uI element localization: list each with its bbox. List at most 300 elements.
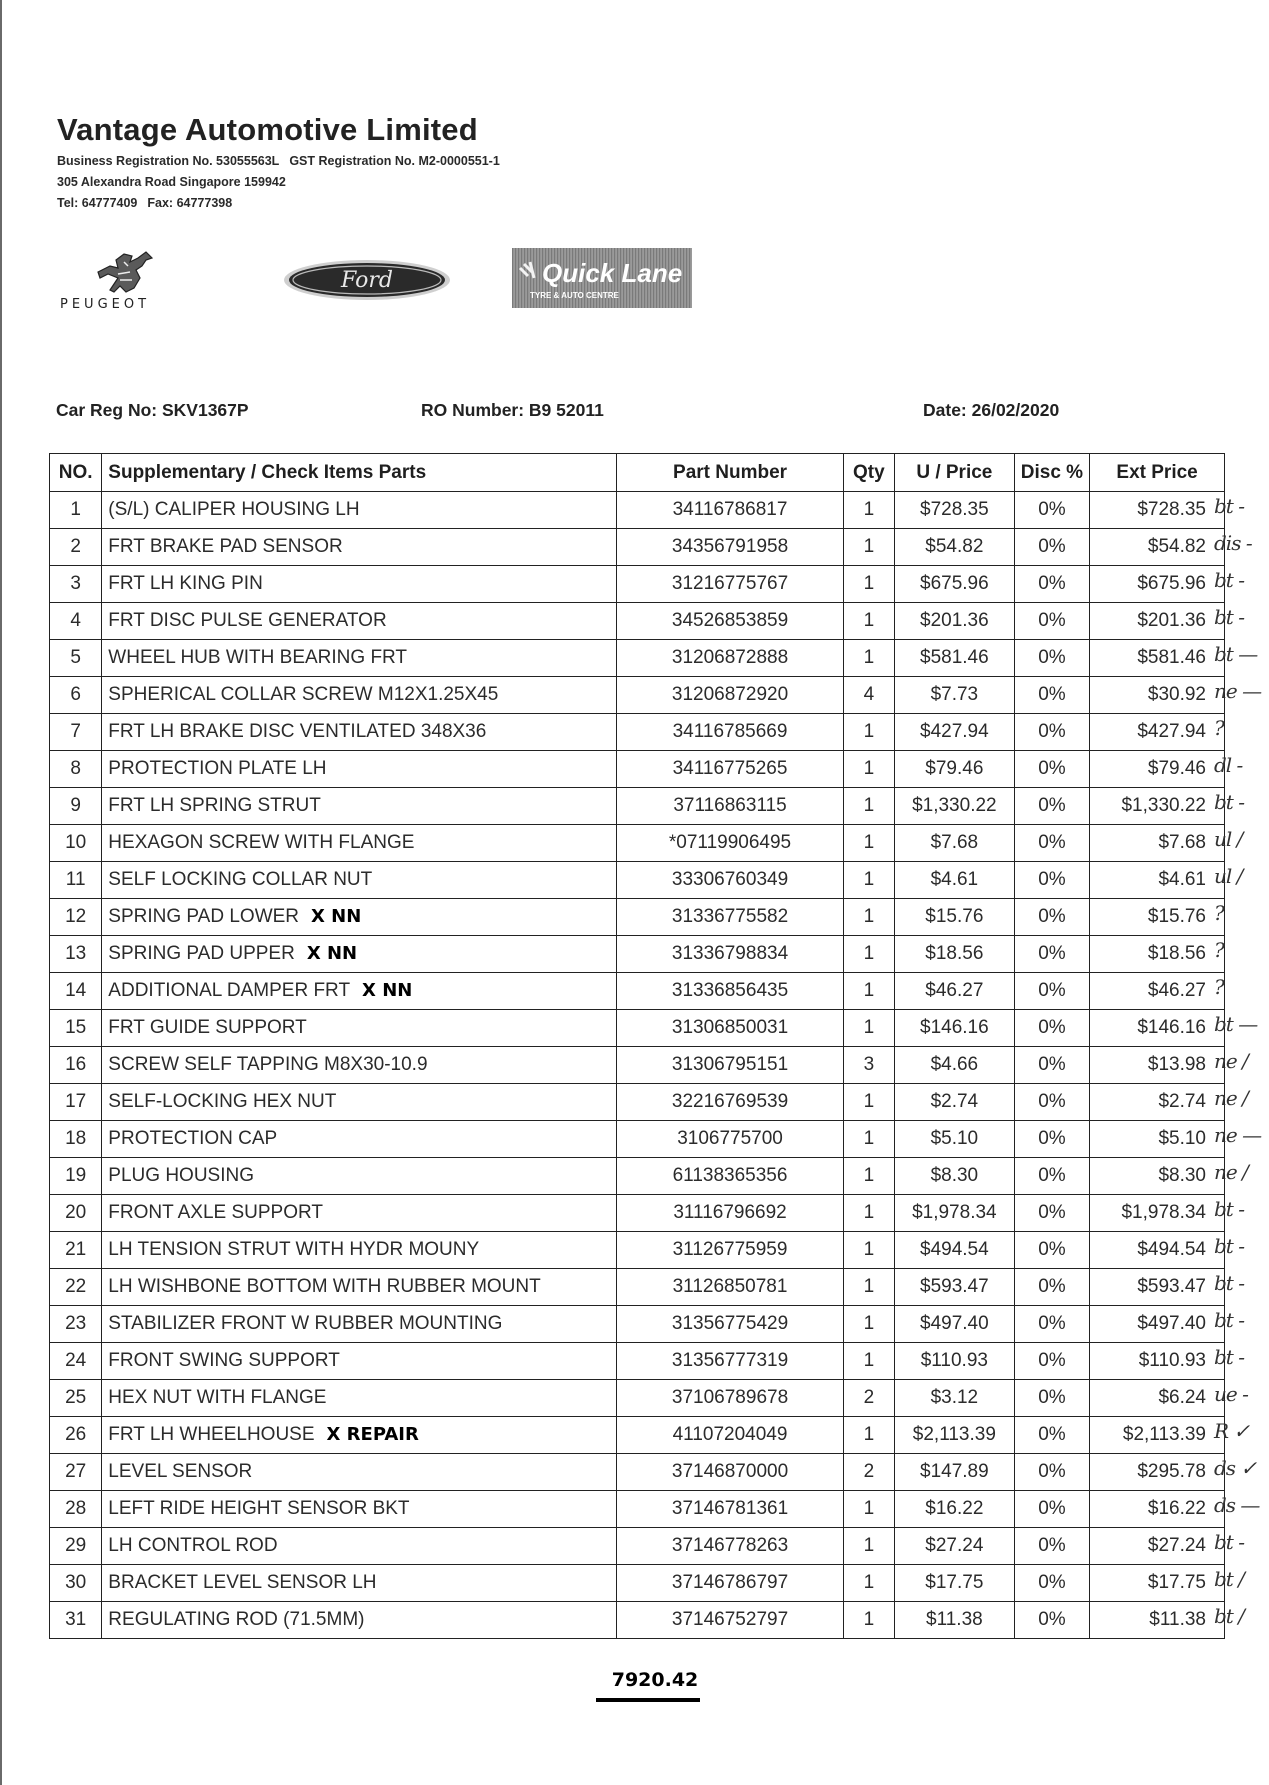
row-part-number-text: 3106775700 bbox=[677, 1128, 783, 1149]
status-stamp: X NN bbox=[311, 906, 362, 927]
handwritten-note: ? bbox=[1214, 716, 1224, 740]
table-row bbox=[50, 825, 1225, 862]
row-part-number-text: 31356777319 bbox=[671, 1350, 789, 1371]
row-unit-price bbox=[895, 1565, 1015, 1602]
row-part-number bbox=[617, 1158, 843, 1195]
row-no-text: 28 bbox=[65, 1498, 87, 1519]
row-discount-text: 0% bbox=[1038, 1017, 1066, 1038]
row-ext-price bbox=[1090, 1454, 1257, 1491]
row-no bbox=[50, 1047, 102, 1084]
row-discount bbox=[1014, 529, 1089, 566]
row-unit-price-text: $46.27 bbox=[925, 980, 984, 1001]
row-unit-price-text: $427.94 bbox=[920, 721, 989, 742]
row-qty-text: 2 bbox=[863, 1387, 875, 1408]
row-ext-price-text: $593.47 bbox=[1137, 1276, 1206, 1297]
row-part-number-text: 37106789678 bbox=[671, 1387, 789, 1408]
row-part-number bbox=[617, 1343, 843, 1380]
row-discount bbox=[1014, 1380, 1089, 1417]
handwritten-note: R ✓ bbox=[1214, 1419, 1250, 1443]
row-ext-price bbox=[1090, 973, 1225, 1010]
row-unit-price-text: $17.75 bbox=[925, 1572, 984, 1593]
row-ext-price bbox=[1090, 566, 1244, 603]
ro-number: RO Number: B9 52011 bbox=[421, 400, 604, 420]
row-discount bbox=[1014, 1158, 1089, 1195]
row-unit-price-text: $7.73 bbox=[930, 684, 979, 705]
row-ext-price-text: $494.54 bbox=[1137, 1239, 1206, 1260]
row-ext-price bbox=[1090, 1269, 1244, 1306]
gst-registration: GST Registration No. M2-0000551-1 bbox=[289, 154, 500, 168]
row-qty-text: 1 bbox=[863, 906, 875, 927]
row-part-number-text: 37146778263 bbox=[671, 1535, 789, 1556]
row-discount bbox=[1014, 1121, 1089, 1158]
row-discount bbox=[1014, 603, 1089, 640]
row-qty bbox=[843, 751, 894, 788]
handwritten-note: ds — bbox=[1214, 1493, 1260, 1517]
status-stamp: X NN bbox=[306, 943, 358, 964]
row-qty-text: 1 bbox=[863, 795, 875, 816]
row-part-number-text: 37146786797 bbox=[671, 1572, 789, 1593]
row-discount bbox=[1014, 492, 1089, 529]
handwritten-note: ul / bbox=[1214, 864, 1243, 888]
row-qty bbox=[843, 1047, 894, 1084]
row-discount-text: 0% bbox=[1038, 684, 1066, 705]
row-part-number-text: 33306760349 bbox=[671, 869, 789, 890]
row-unit-price-text: $675.96 bbox=[920, 573, 989, 594]
row-ext-price bbox=[1090, 677, 1262, 714]
row-part-number bbox=[617, 1491, 843, 1528]
row-unit-price-text: $1,330.22 bbox=[912, 795, 997, 816]
row-discount bbox=[1014, 1602, 1089, 1639]
handwritten-note: bt — bbox=[1214, 1012, 1258, 1036]
row-discount bbox=[1014, 1084, 1089, 1121]
grand-total bbox=[600, 1669, 710, 1702]
row-description bbox=[102, 492, 617, 529]
row-discount bbox=[1014, 677, 1089, 714]
row-description bbox=[102, 1565, 617, 1602]
row-ext-price bbox=[1090, 1306, 1244, 1343]
row-ext-price-text: $427.94 bbox=[1137, 721, 1206, 742]
row-unit-price bbox=[895, 1158, 1015, 1195]
row-qty bbox=[843, 825, 894, 862]
row-discount bbox=[1014, 640, 1089, 677]
row-part-number-text: 31336775582 bbox=[671, 906, 789, 927]
row-description-text: FRONT SWING SUPPORT bbox=[108, 1350, 340, 1371]
row-no bbox=[50, 677, 102, 714]
registration-line bbox=[57, 154, 500, 168]
row-ext-price bbox=[1090, 862, 1243, 899]
row-unit-price bbox=[895, 1269, 1015, 1306]
table-row bbox=[50, 1491, 1225, 1528]
row-description-text: BRACKET LEVEL SENSOR LH bbox=[108, 1572, 377, 1593]
row-ext-price bbox=[1090, 788, 1244, 825]
row-part-number-text: 34526853859 bbox=[671, 610, 789, 631]
row-ext-price-text: $30.92 bbox=[1147, 684, 1206, 705]
row-description-text: SPRING PAD UPPER bbox=[108, 943, 295, 964]
row-discount-text: 0% bbox=[1038, 758, 1066, 779]
handwritten-note: bt / bbox=[1214, 1604, 1244, 1628]
row-no-text: 2 bbox=[70, 536, 81, 557]
table-row bbox=[50, 640, 1225, 677]
row-qty-text: 1 bbox=[863, 499, 875, 520]
row-description bbox=[102, 1084, 617, 1121]
row-part-number bbox=[617, 1417, 843, 1454]
contact-line bbox=[57, 196, 500, 210]
invoice-date: Date: 26/02/2020 bbox=[923, 400, 1060, 420]
handwritten-note: ne / bbox=[1214, 1086, 1248, 1110]
row-qty bbox=[843, 1380, 894, 1417]
row-ext-price-text: $1,330.22 bbox=[1121, 795, 1206, 816]
row-part-number-text: 31116796692 bbox=[673, 1202, 787, 1223]
row-ext-price bbox=[1090, 1158, 1248, 1195]
row-qty-text: 1 bbox=[863, 1276, 875, 1297]
row-description bbox=[102, 825, 617, 862]
row-description bbox=[102, 714, 617, 751]
row-ext-price bbox=[1090, 1232, 1244, 1269]
row-description bbox=[102, 529, 617, 566]
status-stamp: X NN bbox=[362, 980, 413, 1001]
row-description bbox=[102, 936, 617, 973]
row-discount-text: 0% bbox=[1038, 1313, 1066, 1334]
row-part-number bbox=[617, 825, 843, 862]
row-qty-text: 1 bbox=[863, 980, 875, 1001]
table-row bbox=[50, 529, 1225, 566]
row-discount-text: 0% bbox=[1038, 1498, 1066, 1519]
row-no bbox=[50, 862, 102, 899]
row-unit-price bbox=[895, 1010, 1015, 1047]
row-qty-text: 1 bbox=[863, 758, 875, 779]
row-no bbox=[50, 492, 102, 529]
row-discount bbox=[1014, 751, 1089, 788]
row-no bbox=[50, 899, 102, 936]
row-unit-price bbox=[895, 1380, 1015, 1417]
row-no bbox=[50, 1417, 102, 1454]
row-description-text: SELF-LOCKING HEX NUT bbox=[108, 1091, 337, 1112]
row-part-number-text: 32216769539 bbox=[671, 1091, 789, 1112]
row-discount-text: 0% bbox=[1038, 1535, 1066, 1556]
row-qty-text: 2 bbox=[863, 1461, 875, 1482]
row-qty bbox=[843, 973, 894, 1010]
row-discount-text: 0% bbox=[1038, 1165, 1066, 1186]
row-ext-price-text: $675.96 bbox=[1137, 573, 1206, 594]
row-ext-price bbox=[1090, 1417, 1250, 1454]
row-part-number bbox=[617, 492, 843, 529]
row-description-text: FRT LH BRAKE DISC VENTILATED 348X36 bbox=[108, 721, 487, 742]
row-no bbox=[50, 603, 102, 640]
handwritten-note: ne / bbox=[1214, 1160, 1248, 1184]
row-discount-text: 0% bbox=[1038, 1054, 1066, 1075]
row-part-number-text: 34356791958 bbox=[671, 536, 789, 557]
row-unit-price bbox=[895, 677, 1015, 714]
table-row bbox=[50, 751, 1225, 788]
row-description-text: STABILIZER FRONT W RUBBER MOUNTING bbox=[108, 1313, 503, 1334]
row-discount-text: 0% bbox=[1038, 1350, 1066, 1371]
row-description bbox=[102, 1306, 617, 1343]
row-description bbox=[102, 1121, 617, 1158]
row-description bbox=[102, 1158, 617, 1195]
row-no-text: 13 bbox=[65, 943, 87, 964]
row-no bbox=[50, 1121, 102, 1158]
row-discount bbox=[1014, 1269, 1089, 1306]
row-ext-price bbox=[1090, 714, 1225, 751]
row-part-number bbox=[617, 1195, 843, 1232]
row-part-number-text: *07119906495 bbox=[668, 832, 792, 853]
row-unit-price bbox=[895, 1306, 1015, 1343]
row-no bbox=[50, 936, 102, 973]
row-no bbox=[50, 1158, 102, 1195]
table-row bbox=[50, 1380, 1225, 1417]
table-row bbox=[50, 603, 1225, 640]
row-description-text: LH TENSION STRUT WITH HYDR MOUNY bbox=[108, 1239, 480, 1260]
row-unit-price-text: $15.76 bbox=[925, 906, 984, 927]
row-ext-price bbox=[1090, 936, 1225, 973]
row-part-number-text: 37116863115 bbox=[673, 795, 787, 816]
row-part-number bbox=[617, 1047, 843, 1084]
row-discount-text: 0% bbox=[1038, 1276, 1066, 1297]
row-description bbox=[102, 1454, 617, 1491]
row-ext-price-text: $4.61 bbox=[1158, 869, 1206, 890]
row-discount-text: 0% bbox=[1038, 906, 1066, 927]
row-no bbox=[50, 566, 102, 603]
row-description-text: SPRING PAD LOWER bbox=[108, 906, 300, 927]
row-ext-price-text: $79.46 bbox=[1147, 758, 1206, 779]
handwritten-note: bt - bbox=[1214, 1197, 1244, 1221]
row-qty-text: 1 bbox=[863, 1424, 875, 1445]
row-description-text: FRT LH KING PIN bbox=[108, 573, 263, 594]
row-ext-price bbox=[1090, 1602, 1244, 1639]
row-description bbox=[102, 1380, 617, 1417]
row-no bbox=[50, 825, 102, 862]
handwritten-note: bt - bbox=[1214, 1345, 1244, 1369]
table-row bbox=[50, 936, 1225, 973]
row-description-text: PROTECTION PLATE LH bbox=[108, 758, 327, 779]
table-row bbox=[50, 973, 1225, 1010]
row-description bbox=[102, 640, 617, 677]
row-unit-price-text: $11.38 bbox=[926, 1609, 983, 1630]
row-discount-text: 0% bbox=[1038, 610, 1066, 631]
row-description-text: PROTECTION CAP bbox=[108, 1128, 278, 1149]
row-qty bbox=[843, 862, 894, 899]
row-ext-price-text: $16.22 bbox=[1147, 1498, 1206, 1519]
row-ext-price bbox=[1090, 1010, 1258, 1047]
row-qty bbox=[843, 714, 894, 751]
row-description-text: HEXAGON SCREW WITH FLANGE bbox=[108, 832, 415, 853]
row-discount-text: 0% bbox=[1038, 499, 1066, 520]
row-discount bbox=[1014, 936, 1089, 973]
row-no bbox=[50, 1491, 102, 1528]
row-qty bbox=[843, 1491, 894, 1528]
row-ext-price bbox=[1090, 1084, 1248, 1121]
row-description bbox=[102, 751, 617, 788]
row-ext-price-text: $146.16 bbox=[1137, 1017, 1206, 1038]
row-ext-price bbox=[1090, 1565, 1244, 1602]
row-qty-text: 1 bbox=[863, 536, 875, 557]
row-no-text: 18 bbox=[65, 1128, 87, 1149]
row-unit-price bbox=[895, 1195, 1015, 1232]
row-no-text: 22 bbox=[65, 1276, 87, 1297]
row-ext-price bbox=[1090, 603, 1244, 640]
row-no bbox=[50, 788, 102, 825]
row-qty-text: 1 bbox=[863, 1239, 875, 1260]
car-reg-number: Car Reg No: SKV1367P bbox=[56, 400, 249, 420]
row-description-text: FRT LH SPRING STRUT bbox=[108, 795, 321, 816]
row-qty bbox=[843, 1010, 894, 1047]
row-unit-price-text: $8.30 bbox=[930, 1165, 979, 1186]
row-description-text: SPHERICAL COLLAR SCREW M12X1.25X45 bbox=[108, 684, 499, 705]
row-part-number bbox=[617, 529, 843, 566]
row-unit-price-text: $79.46 bbox=[925, 758, 984, 779]
row-no bbox=[50, 640, 102, 677]
row-part-number bbox=[617, 1454, 843, 1491]
row-qty-text: 1 bbox=[863, 943, 875, 964]
row-description bbox=[102, 1232, 617, 1269]
ford-logo bbox=[282, 258, 452, 302]
row-no bbox=[50, 1232, 102, 1269]
row-no-text: 8 bbox=[70, 758, 81, 779]
handwritten-note: ? bbox=[1214, 901, 1224, 925]
row-qty bbox=[843, 1195, 894, 1232]
handwritten-note: ne / bbox=[1214, 1049, 1248, 1073]
row-qty bbox=[843, 1121, 894, 1158]
row-discount bbox=[1014, 973, 1089, 1010]
row-description bbox=[102, 1047, 617, 1084]
handwritten-note: dis - bbox=[1214, 531, 1252, 555]
telephone: Tel: 64777409 bbox=[57, 196, 138, 210]
row-description-text: HEX NUT WITH FLANGE bbox=[108, 1387, 327, 1408]
row-ext-price bbox=[1090, 1121, 1262, 1158]
row-ext-price-text: $295.78 bbox=[1137, 1461, 1206, 1482]
total-amount: 7920.42 bbox=[611, 1669, 699, 1691]
handwritten-note: bt - bbox=[1214, 605, 1244, 629]
row-discount bbox=[1014, 899, 1089, 936]
row-qty-text: 1 bbox=[863, 610, 875, 631]
row-part-number-text: 34116786817 bbox=[672, 499, 788, 520]
table-row bbox=[50, 566, 1225, 603]
row-part-number-text: 37146781361 bbox=[671, 1498, 789, 1519]
row-no-text: 6 bbox=[70, 684, 81, 705]
row-unit-price-text: $16.22 bbox=[925, 1498, 984, 1519]
row-qty bbox=[843, 1158, 894, 1195]
row-ext-price bbox=[1090, 1528, 1244, 1565]
row-unit-price-text: $2,113.39 bbox=[912, 1424, 996, 1445]
handwritten-note: ? bbox=[1214, 938, 1224, 962]
row-part-number-text: 37146752797 bbox=[671, 1609, 789, 1630]
row-description-text: FRONT AXLE SUPPORT bbox=[108, 1202, 323, 1223]
row-unit-price-text: $2.74 bbox=[930, 1091, 979, 1112]
row-ext-price bbox=[1090, 640, 1258, 677]
row-qty bbox=[843, 899, 894, 936]
row-no-text: 25 bbox=[65, 1387, 87, 1408]
handwritten-note: ds ✓ bbox=[1214, 1456, 1257, 1480]
row-no-text: 19 bbox=[65, 1165, 87, 1186]
row-no bbox=[50, 1454, 102, 1491]
row-unit-price-text: $27.24 bbox=[925, 1535, 984, 1556]
row-discount bbox=[1014, 1047, 1089, 1084]
row-qty bbox=[843, 788, 894, 825]
row-description bbox=[102, 899, 617, 936]
row-qty bbox=[843, 1528, 894, 1565]
row-part-number bbox=[617, 1380, 843, 1417]
row-unit-price-text: $581.46 bbox=[920, 647, 989, 668]
table-row bbox=[50, 788, 1225, 825]
row-qty bbox=[843, 1343, 894, 1380]
row-description bbox=[102, 1491, 617, 1528]
row-part-number bbox=[617, 1306, 843, 1343]
row-ext-price-text: $2,113.39 bbox=[1122, 1424, 1206, 1445]
header-ext-price: Ext Price bbox=[1090, 454, 1225, 492]
row-discount-text: 0% bbox=[1038, 1387, 1066, 1408]
row-ext-price-text: $7.68 bbox=[1158, 832, 1206, 853]
business-registration: Business Registration No. 53055563L bbox=[57, 154, 280, 168]
row-no bbox=[50, 1269, 102, 1306]
handwritten-note: bt - bbox=[1214, 494, 1244, 518]
row-part-number-text: 31336798834 bbox=[671, 943, 789, 964]
row-part-number-text: 61138365356 bbox=[672, 1165, 788, 1186]
row-discount-text: 0% bbox=[1038, 536, 1066, 557]
row-ext-price-text: $18.56 bbox=[1147, 943, 1206, 964]
row-qty bbox=[843, 640, 894, 677]
row-description-text: LEVEL SENSOR bbox=[108, 1461, 253, 1482]
row-unit-price bbox=[895, 899, 1015, 936]
row-ext-price bbox=[1090, 1047, 1248, 1084]
row-description-text: LH CONTROL ROD bbox=[108, 1535, 278, 1556]
row-no bbox=[50, 714, 102, 751]
row-unit-price bbox=[895, 1417, 1015, 1454]
table-row bbox=[50, 1232, 1225, 1269]
row-qty-text: 1 bbox=[863, 1535, 875, 1556]
row-ext-price bbox=[1090, 1343, 1244, 1380]
row-part-number bbox=[617, 1232, 843, 1269]
row-part-number bbox=[617, 788, 843, 825]
row-unit-price-text: $18.56 bbox=[925, 943, 984, 964]
handwritten-note: bt - bbox=[1214, 1234, 1244, 1258]
row-description-text: PLUG HOUSING bbox=[108, 1165, 254, 1186]
row-discount-text: 0% bbox=[1038, 943, 1066, 964]
row-ext-price-text: $15.76 bbox=[1147, 906, 1206, 927]
row-part-number bbox=[617, 1269, 843, 1306]
row-description bbox=[102, 1343, 617, 1380]
row-part-number bbox=[617, 603, 843, 640]
table-row bbox=[50, 862, 1225, 899]
row-ext-price-text: $110.93 bbox=[1138, 1350, 1206, 1371]
row-description-text: (S/L) CALIPER HOUSING LH bbox=[108, 499, 360, 520]
row-no bbox=[50, 1565, 102, 1602]
row-ext-price bbox=[1090, 825, 1243, 862]
row-ext-price-text: $8.30 bbox=[1158, 1165, 1206, 1186]
company-name: Vantage Automotive Limited bbox=[57, 112, 478, 147]
row-no-text: 30 bbox=[65, 1572, 87, 1593]
row-ext-price-text: $201.36 bbox=[1137, 610, 1206, 631]
row-description-text: FRT DISC PULSE GENERATOR bbox=[108, 610, 387, 631]
row-discount bbox=[1014, 1417, 1089, 1454]
row-ext-price bbox=[1090, 529, 1252, 566]
row-unit-price bbox=[895, 640, 1015, 677]
table-row bbox=[50, 492, 1225, 529]
row-description-text: LH WISHBONE BOTTOM WITH RUBBER MOUNT bbox=[108, 1276, 541, 1297]
row-part-number bbox=[617, 1010, 843, 1047]
row-unit-price-text: $4.61 bbox=[930, 869, 979, 890]
table-row bbox=[50, 677, 1225, 714]
row-unit-price bbox=[895, 973, 1015, 1010]
row-part-number bbox=[617, 899, 843, 936]
handwritten-note: ue - bbox=[1214, 1382, 1248, 1406]
row-no-text: 11 bbox=[65, 869, 86, 890]
row-qty-text: 1 bbox=[863, 1498, 875, 1519]
row-description-text: FRT LH WHEELHOUSE bbox=[108, 1424, 315, 1445]
row-no-text: 10 bbox=[65, 832, 87, 853]
company-header bbox=[57, 112, 500, 210]
row-no-text: 1 bbox=[70, 499, 81, 520]
row-discount bbox=[1014, 1010, 1089, 1047]
